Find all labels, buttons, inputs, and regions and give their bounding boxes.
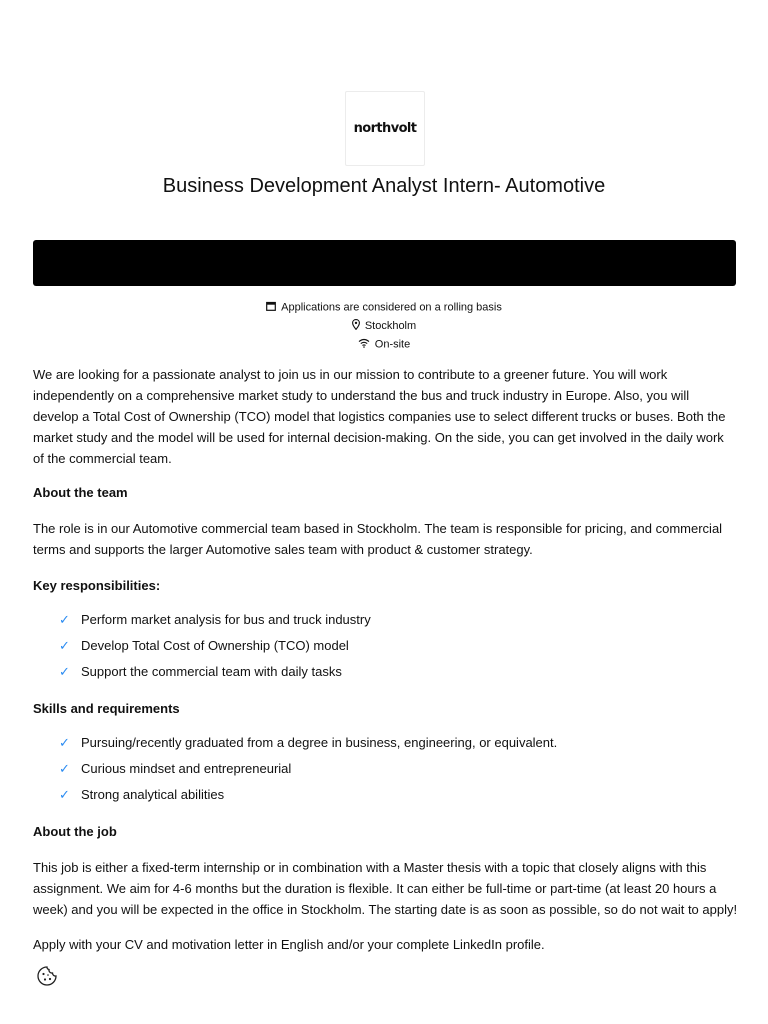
calendar-icon <box>266 301 276 314</box>
company-logo <box>345 91 425 166</box>
job-description <box>33 364 738 955</box>
meta-location <box>0 319 768 333</box>
cookie-icon[interactable] <box>36 965 58 987</box>
skills-heading: Skills and requirements <box>33 701 180 716</box>
list-item-text: Develop Total Cost of Ownership (TCO) model <box>81 637 349 653</box>
check-icon: ✓ <box>59 734 70 750</box>
list-item-text: Pursuing/recently graduated from a degree in business, engineering, or equivalent. <box>81 734 558 750</box>
job-title: Business Development Analyst Intern- Automotive <box>162 175 606 197</box>
company-logo-text: northvolt <box>353 121 417 136</box>
responsibilities-list <box>33 596 738 684</box>
list-item-text: Strong analytical abilities <box>81 786 225 802</box>
meta-rolling-text: Applications are considered on a rolling basis <box>281 301 502 314</box>
about-job-paragraph: This job is either a fixed-term internship or in combination with a Master thesis with a topic that closely aligns with this assignment. We aim for 4-6 months but the duration is flexible. It can either be full-time or part-time (at least 20 hours a week) and you will be expected in the office in Stockholm. The starting date is as soon as possible, so do not wait to apply! <box>33 860 738 917</box>
list-item <box>59 729 738 755</box>
meta-workplace <box>0 338 768 351</box>
check-icon: ✓ <box>59 786 70 802</box>
check-icon: ✓ <box>59 663 70 679</box>
meta-workplace-text: On-site <box>374 338 411 351</box>
meta-rolling <box>0 301 768 314</box>
wifi-icon <box>358 338 370 351</box>
intro-paragraph: We are looking for a passionate analyst to join us in our mission to contribute to a greener future. You will work independently on a comprehensive market study to understand the bus and truck industry in Europe. Also, you will develop a Total Cost of Ownership (TCO) model that logistics companies use to select different trucks or buses. Both the market study and the model will be used for internal decision-making. On the side, you can get involved in the daily work of the commercial team. <box>33 367 726 466</box>
about-team-paragraph: The role is in our Automotive commercial team based in Stockholm. The team is responsible for pricing, and commercial terms and supports the larger Automotive sales team with product & customer strategy. <box>33 521 723 557</box>
list-item <box>59 755 738 781</box>
meta-location-text: Stockholm <box>364 319 417 332</box>
list-item <box>59 632 738 658</box>
check-icon: ✓ <box>59 760 70 776</box>
list-item <box>59 606 738 632</box>
list-item-text: Support the commercial team with daily tasks <box>81 663 342 679</box>
responsibilities-heading: Key responsibilities: <box>33 578 161 593</box>
check-icon: ✓ <box>59 611 70 627</box>
list-item-text: Curious mindset and entrepreneurial <box>81 760 292 776</box>
apply-button[interactable] <box>33 240 736 286</box>
check-icon: ✓ <box>59 637 70 653</box>
location-pin-icon <box>352 319 360 333</box>
skills-list <box>33 719 738 807</box>
about-job-heading: About the job <box>33 824 117 839</box>
list-item <box>59 658 738 684</box>
list-item <box>59 781 738 807</box>
list-item-text: Perform market analysis for bus and truck industry <box>81 611 371 627</box>
apply-instructions: Apply with your CV and motivation letter in English and/or your complete LinkedIn profile. <box>33 937 545 952</box>
about-team-heading: About the team <box>33 485 128 500</box>
